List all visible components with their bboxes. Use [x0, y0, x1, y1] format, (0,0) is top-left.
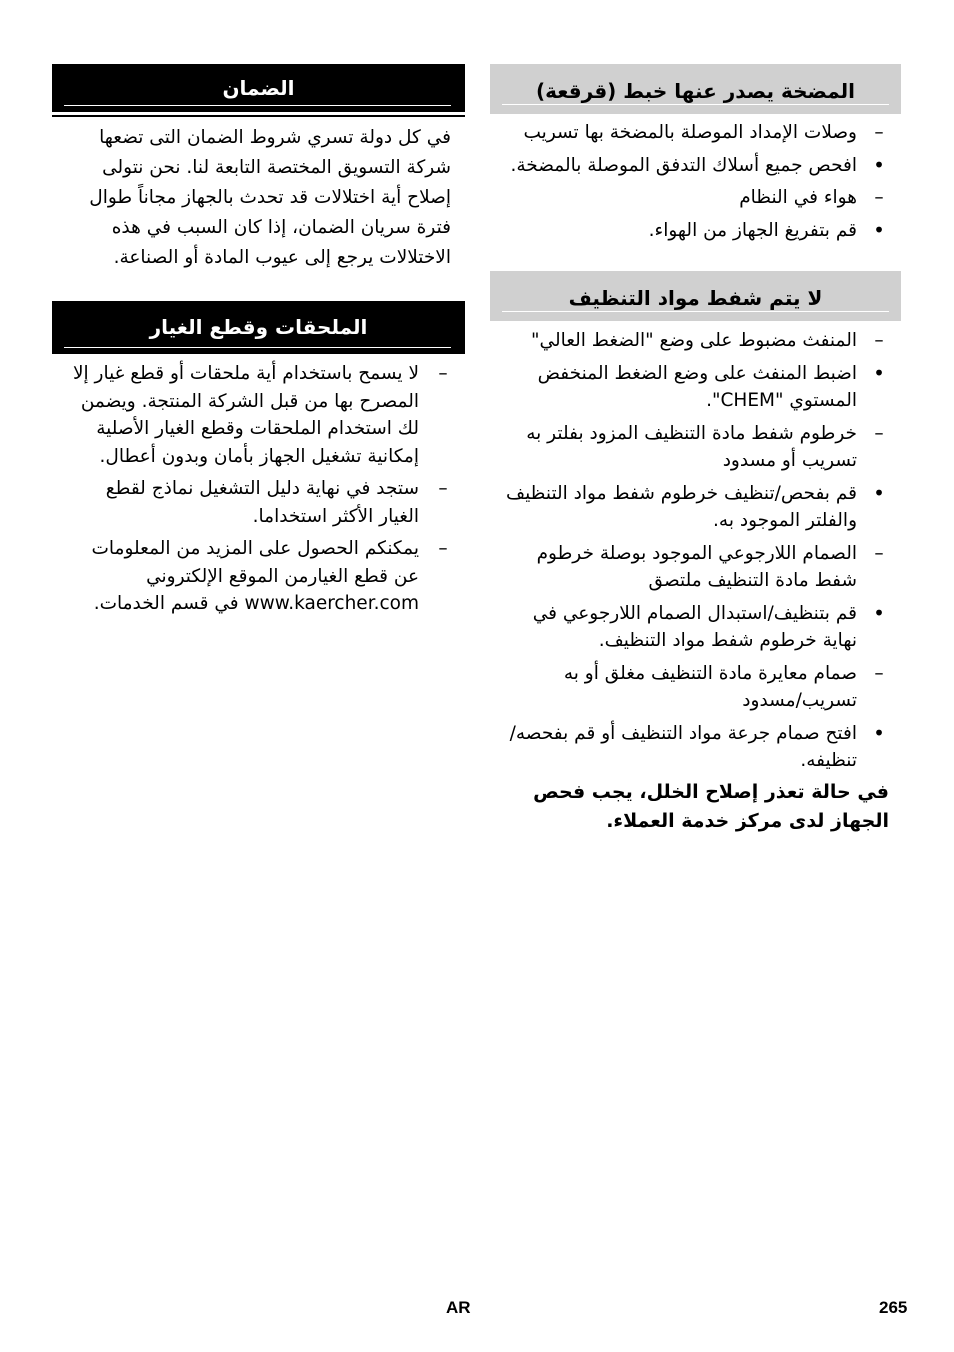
section-title: المضخة يصدر عنها خبط (قرقعة): [535, 79, 856, 103]
header-rule: [502, 311, 889, 312]
item-text: وصلات الإمداد الموصلة بالمضخة بها تسريب: [523, 122, 857, 143]
list-item: [490, 217, 901, 245]
section-header-accessories: [52, 301, 465, 354]
section-title: لا يتم شفط مواد التنظيف: [568, 286, 823, 310]
dash-marker: [869, 540, 889, 568]
header-rule: [64, 347, 451, 348]
troubleshoot-list-detergent: [490, 327, 901, 775]
footer-language: AR: [446, 1298, 471, 1317]
item-text: خرطوم شفط مادة التنظيف المزود بفلتر به تسريب أو مسدود: [526, 422, 857, 471]
section-title: الملحقات وقطع الغيار: [149, 315, 368, 339]
dash-marker: [433, 475, 453, 503]
item-text: الصمام اللارجوعي الموجود بوصلة خرطوم شفط مادة التنظيف ملتصق: [536, 542, 857, 591]
section-header-no-detergent: [490, 271, 901, 321]
list-item: [52, 535, 465, 618]
header-rule: [502, 104, 889, 105]
bullet-marker: [869, 217, 889, 246]
header-rule: [64, 105, 451, 106]
bullet-marker: [869, 480, 889, 509]
warranty-text: في كل دولة تسري شروط الضمان التى تضعها شركة التسويق المختصة التابعة لنا. نحن نتولى إصلاح أية اختلالات قد تحدث بالجهاز مجاناً طوال فترة سريان الضمان، إذا كان السبب في هذه الاختلالات يرجع إلى عيوب المادة أو الصناعة.: [89, 127, 451, 268]
item-text: صمام معايرة مادة التنظيف مغلق أو به تسريب/مسدود: [563, 662, 857, 711]
list-item: [52, 475, 465, 530]
list-item: [490, 720, 901, 775]
item-text: المنفث مضبوط على وضع "الضغط العالي": [531, 330, 857, 351]
left-column: [52, 64, 465, 623]
dash-marker: [433, 360, 453, 388]
list-item: [490, 420, 901, 475]
item-text: افتح صمام جرعة مواد التنظيف أو قم بفحصه/تنظيفه.: [509, 722, 857, 771]
list-item: [490, 600, 901, 655]
list-item: [490, 540, 901, 595]
item-text: يمكنكم الحصول على المزيد من المعلومات عن قطع الغيارمن الموقع الإلكتروني www.kaercher.com في قسم الخدمات.: [91, 538, 419, 614]
list-item: [490, 480, 901, 535]
dash-marker: [869, 660, 889, 688]
dash-marker: [869, 327, 889, 355]
list-item: [490, 660, 901, 715]
dash-marker: [869, 420, 889, 448]
accessories-list: [52, 360, 465, 618]
item-text: قم بفحص/تنظيف خرطوم شفط مواد التنظيف والفلتر الموجود به.: [505, 482, 857, 531]
divider: [52, 115, 465, 117]
list-item: [490, 184, 901, 212]
section-title: الضمان: [222, 76, 295, 100]
item-text: اضبط المنفث على وضع الضغط المنخفض المستوي "CHEM".: [537, 362, 857, 411]
dash-marker: [869, 184, 889, 212]
section-header-warranty: [52, 64, 465, 112]
list-item: [490, 119, 901, 147]
list-item: [490, 327, 901, 355]
troubleshoot-list-pump: [490, 119, 901, 244]
item-text: قم بتنظيف/استبدال الصمام اللارجوعي في نهاية خرطوم شفط مواد التنظيف.: [532, 602, 857, 651]
bullet-marker: [869, 600, 889, 629]
list-item: [490, 152, 901, 180]
section-header-pump-knocking: [490, 64, 901, 114]
dash-marker: [433, 535, 453, 563]
page-number: 265: [879, 1298, 908, 1317]
bullet-marker: [869, 360, 889, 389]
item-text: افحص جميع أسلاك التدفق الموصلة بالمضخة.: [510, 154, 857, 176]
list-item: [52, 360, 465, 470]
bullet-marker: [869, 720, 889, 749]
item-text: ستجد في نهاية دليل التشغيل نماذج لقطع الغيار الأكثر استخداما.: [105, 478, 419, 527]
item-text: قم بتفريغ الجهاز من الهواء.: [648, 219, 857, 241]
item-text: لا يسمح باستخدام أية ملحقات أو قطع غيار إلا المصرح بها من قبل الشركة المنتجة. ويضمن لك استخدام الملحقات وقطع الغيار الأصلية إمكانية تشغيل الجهاز بأمان وبدون أعطال.: [72, 363, 419, 467]
service-note: في حالة تعذر إصلاح الخلل، يجب فحص الجهاز لدى مركز خدمة العملاء.: [533, 780, 889, 832]
item-text: هواء في النظام: [739, 187, 857, 208]
list-item: [490, 360, 901, 415]
dash-marker: [869, 119, 889, 147]
right-column: [490, 64, 901, 836]
bullet-marker: [869, 152, 889, 181]
